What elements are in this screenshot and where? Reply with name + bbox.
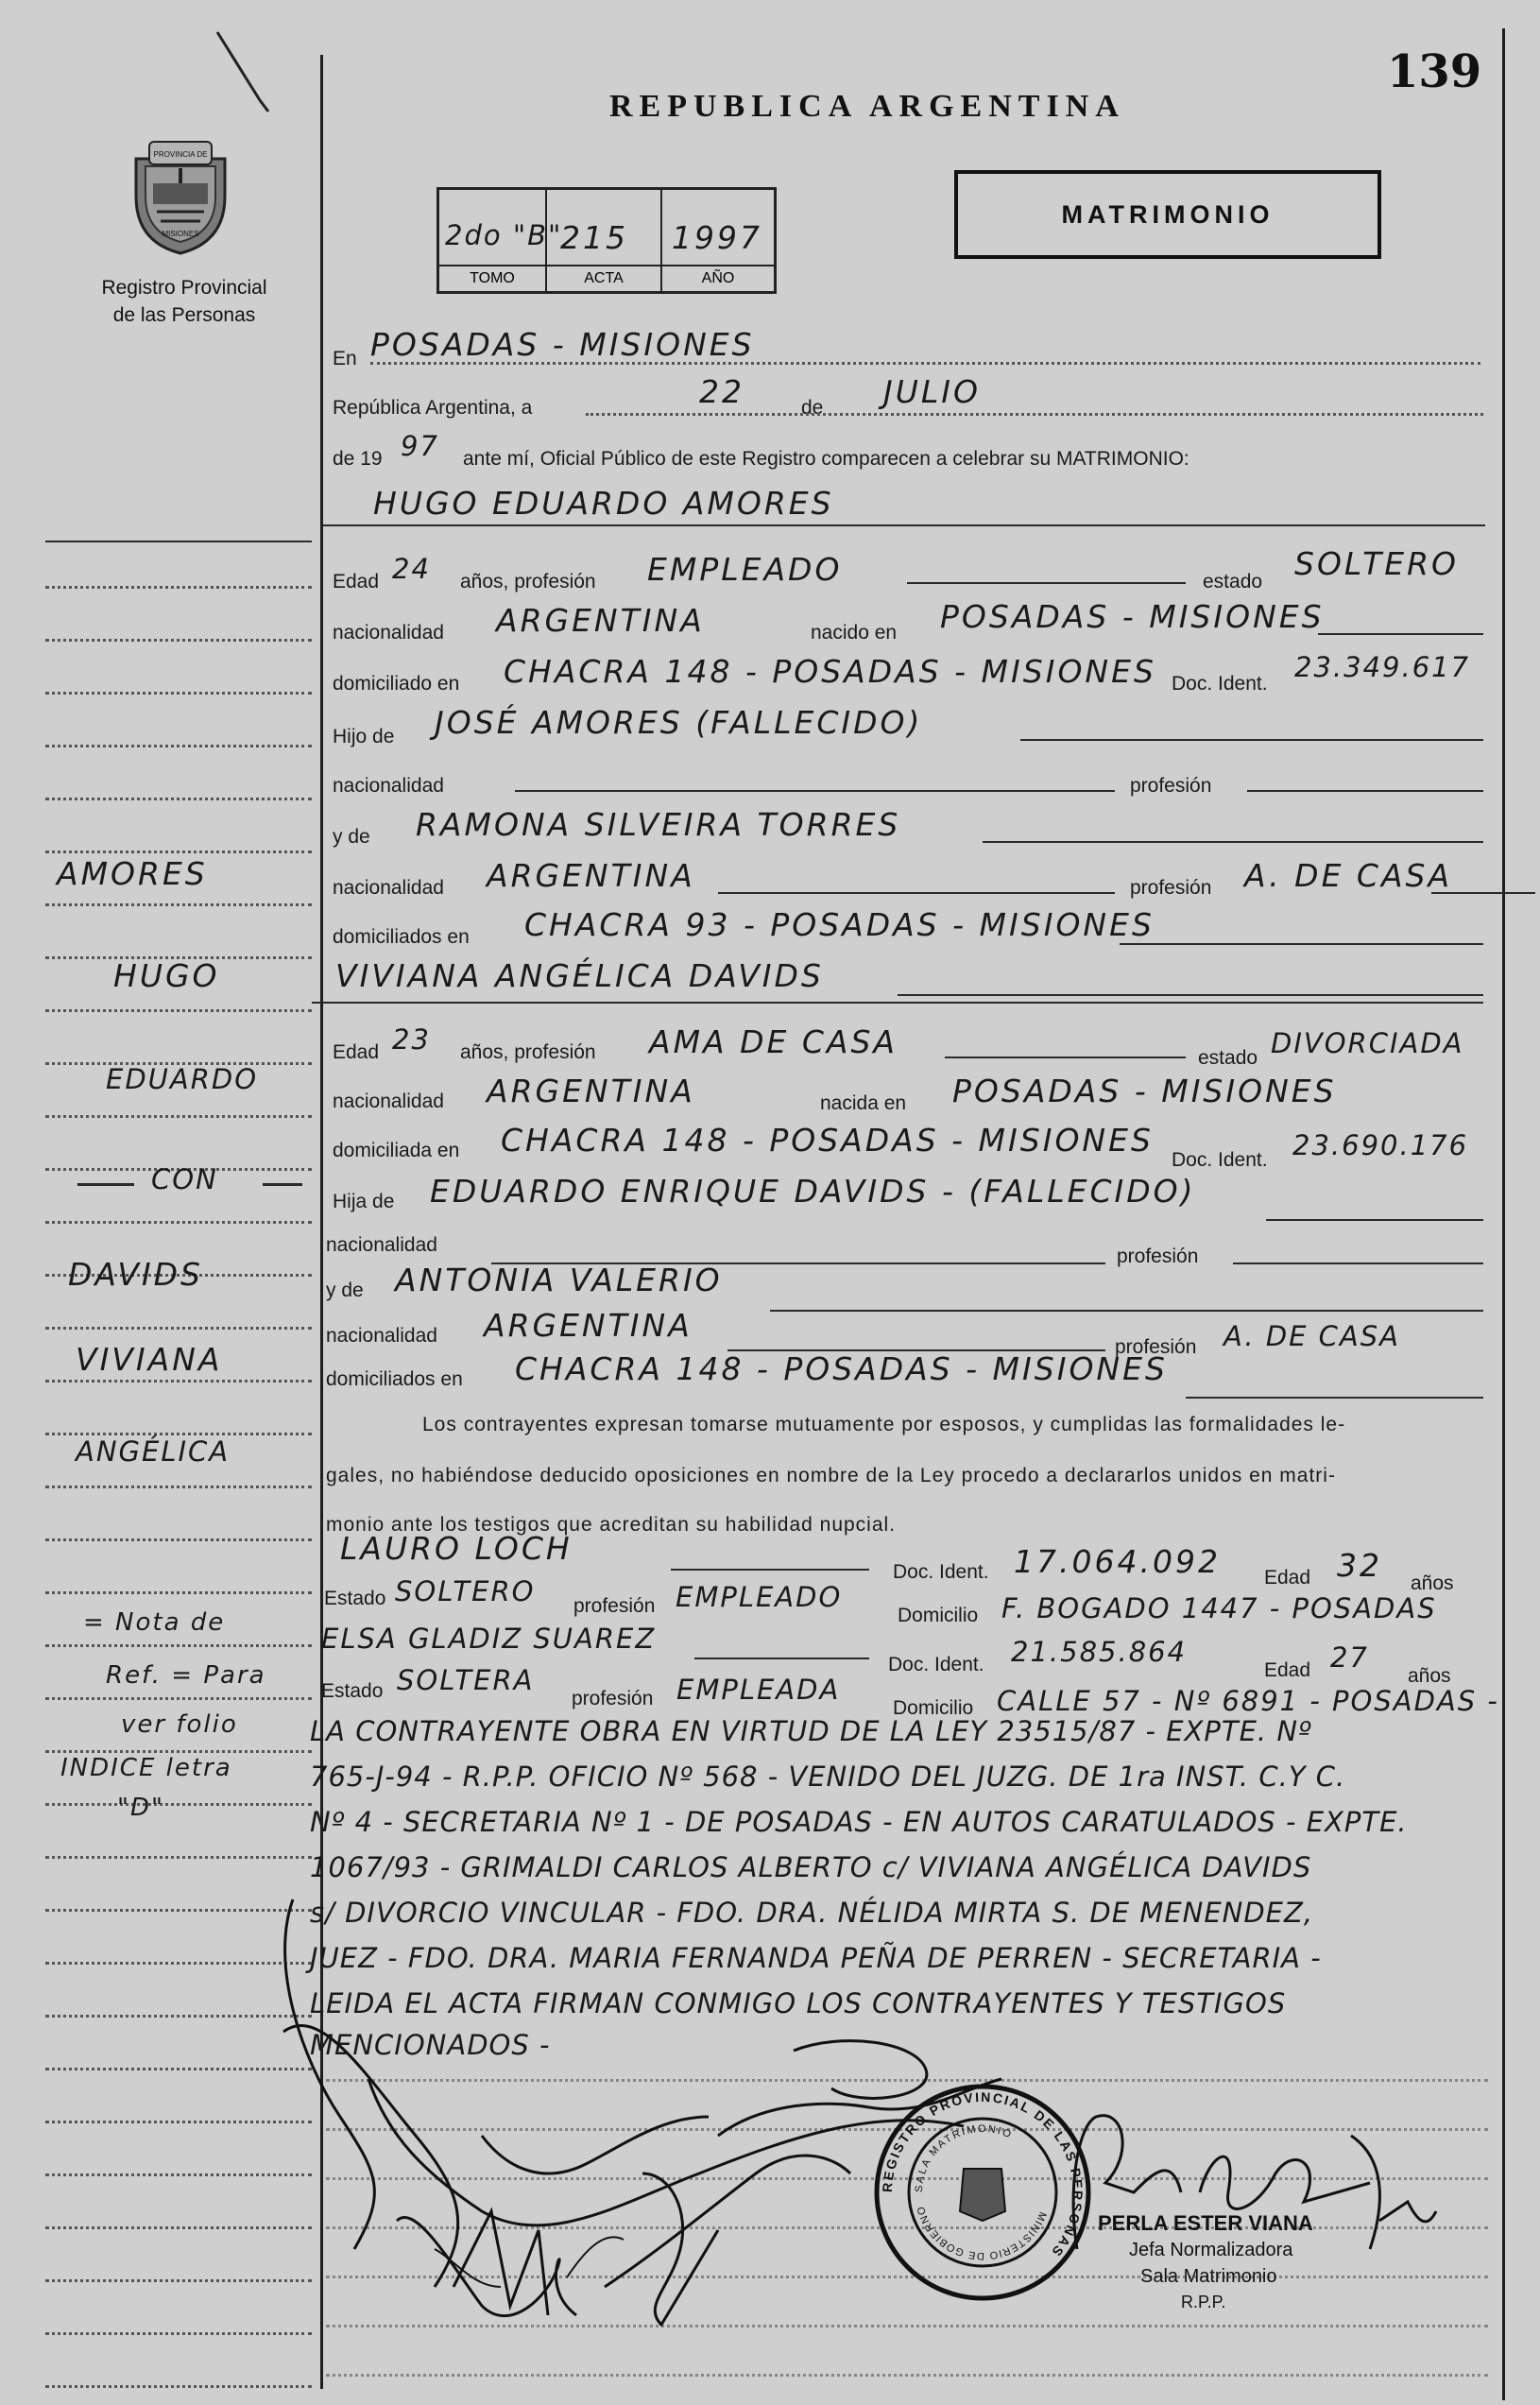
witness2-estado: SOLTERA xyxy=(397,1664,535,1696)
note-line: LEIDA EL ACTA FIRMAN CONMIGO LOS CONTRAYENTES Y TESTIGOS xyxy=(310,1987,1287,2019)
witness1-address: F. BOGADO 1447 - POSADAS xyxy=(1001,1592,1437,1624)
witness2-estado-label: Estado xyxy=(321,1680,384,1702)
date-label: República Argentina, a xyxy=(333,397,533,419)
groom-estado: SOLTERO xyxy=(1294,545,1459,582)
groom-parent-label: Hijo de xyxy=(333,726,395,747)
acta-value: 215 xyxy=(560,219,628,256)
groom-father: JOSÉ AMORES (FALLECIDO) xyxy=(435,704,923,741)
statement-line-3: monio ante los testigos que acreditan su habilidad nupcial. xyxy=(326,1514,897,1536)
margin-note-line: INDICE letra xyxy=(60,1754,232,1782)
rule-line xyxy=(1247,790,1483,792)
groom-doc: 23.349.617 xyxy=(1294,651,1471,683)
witness2-dom-label: Domicilio xyxy=(893,1697,974,1719)
bride-estado-label: estado xyxy=(1198,1047,1258,1069)
registry-seal-logo xyxy=(125,130,236,258)
registry-name xyxy=(57,274,312,329)
groom-doc-label: Doc. Ident. xyxy=(1172,673,1268,695)
bride-nat-label: nacionalidad xyxy=(333,1091,444,1112)
groom-prof-label: años, profesión xyxy=(460,571,596,593)
bride-yde-label: y de xyxy=(326,1280,364,1301)
note-line: LA CONTRAYENTE OBRA EN VIRTUD DE LA LEY 23515/87 - EXPTE. Nº xyxy=(310,1715,1312,1747)
margin-ruled-line xyxy=(45,1644,312,1647)
date-de-label: de xyxy=(801,397,824,419)
witness2-age: 27 xyxy=(1330,1641,1369,1674)
margin-ruled-line xyxy=(45,1486,312,1488)
note-line: s/ DIVORCIO VINCULAR - FDO. DRA. NÉLIDA MIRTA S. DE MENENDEZ, xyxy=(310,1897,1314,1929)
ano-label: AÑO xyxy=(662,265,774,291)
margin-ruled-line xyxy=(45,798,312,800)
margin-ruled-line xyxy=(45,2385,312,2388)
bride-address: CHACRA 148 - POSADAS - MISIONES xyxy=(501,1122,1154,1159)
groom-father-nat-label: nacionalidad xyxy=(333,775,444,797)
corner-mark-icon xyxy=(208,26,274,116)
official-title: Jefa Normalizadora xyxy=(1129,2240,1293,2260)
witness2-age-label: Edad xyxy=(1264,1659,1311,1681)
groom-mother-nat-label: nacionalidad xyxy=(333,877,444,899)
act-type-box: MATRIMONIO xyxy=(954,170,1381,259)
margin-name: EDUARDO xyxy=(106,1063,259,1095)
bride-mother-nationality: ARGENTINA xyxy=(484,1307,693,1344)
witness1-prof-label: profesión xyxy=(573,1595,656,1617)
margin-ruled-line xyxy=(45,1009,312,1012)
margin-ruled-line xyxy=(45,745,312,747)
margin-note-line: = Nota de xyxy=(83,1608,226,1637)
rule-line xyxy=(1186,1397,1483,1399)
registry-stamp xyxy=(869,2079,1096,2306)
witness2-name: ELSA GLADIZ SUAREZ xyxy=(321,1623,657,1655)
dotted-line xyxy=(586,413,1483,416)
groom-estado-label: estado xyxy=(1203,571,1263,593)
day-value: 22 xyxy=(699,373,744,410)
place-label: En xyxy=(333,348,357,369)
rule-line xyxy=(515,790,1115,792)
margin-note-line: ver folio xyxy=(121,1710,238,1739)
bride-profession: AMA DE CASA xyxy=(649,1023,898,1060)
month-value: JULIO xyxy=(883,373,981,410)
groom-mother-prof-label: profesión xyxy=(1130,877,1212,899)
groom-dom-label: domiciliado en xyxy=(333,673,460,695)
note-line: MENCIONADOS - xyxy=(310,2029,551,2061)
note-line: 765-J-94 - R.P.P. OFICIO Nº 568 - VENIDO DEL JUZG. DE 1ra INST. C.Y C. xyxy=(310,1761,1346,1793)
margin-name: ANGÉLICA xyxy=(76,1435,231,1468)
registry-name-line2: de las Personas xyxy=(112,304,256,326)
rule-line xyxy=(323,524,1485,526)
bride-mother: ANTONIA VALERIO xyxy=(395,1262,723,1298)
witness2-doc-label: Doc. Ident. xyxy=(888,1654,984,1675)
groom-mother-profession: A. DE CASA xyxy=(1244,857,1453,894)
tomo-value: 2do "B" xyxy=(445,219,563,251)
rule-line xyxy=(770,1310,1483,1312)
bride-parent-label: Hija de xyxy=(333,1191,395,1212)
margin-note-line: "D" xyxy=(117,1794,164,1822)
bride-birthplace: POSADAS - MISIONES xyxy=(952,1073,1337,1109)
groom-mother-nationality: ARGENTINA xyxy=(487,857,695,894)
official-title: R.P.P. xyxy=(1181,2293,1226,2311)
bride-father: EDUARDO ENRIQUE DAVIDS - (FALLECIDO) xyxy=(430,1173,1196,1210)
margin-ruled-line xyxy=(45,1750,312,1753)
rule-line xyxy=(898,994,1483,996)
registry-name-line1: Registro Provincial xyxy=(101,277,267,299)
tomo-label: TOMO xyxy=(439,265,545,291)
bride-doc: 23.690.176 xyxy=(1292,1129,1469,1161)
rule-line xyxy=(671,1569,869,1571)
witness1-doc: 17.064.092 xyxy=(1014,1543,1221,1580)
appearance-sentence: ante mí, Oficial Público de este Registro comparecen a celebrar su MATRIMONIO: xyxy=(463,448,1189,470)
margin-ruled-line xyxy=(45,1380,312,1383)
witness2-profession: EMPLEADA xyxy=(676,1674,841,1706)
bride-mother-nat-label: nacionalidad xyxy=(326,1325,437,1347)
margin-ruled-line xyxy=(45,903,312,906)
witness1-estado-label: Estado xyxy=(324,1588,386,1609)
bride-age-label: Edad xyxy=(333,1041,380,1063)
page-number: 139 xyxy=(1387,45,1482,98)
witness1-age-label: Edad xyxy=(1264,1567,1311,1589)
dotted-line xyxy=(370,362,1480,365)
groom-name: HUGO EDUARDO AMORES xyxy=(373,485,834,522)
right-border-line xyxy=(1502,28,1505,2400)
seal-bottom-text: MISIONES xyxy=(162,230,199,238)
rule-line xyxy=(263,1183,302,1186)
witness1-dom-label: Domicilio xyxy=(898,1605,979,1626)
witness1-anos-label: años xyxy=(1411,1572,1454,1594)
ano-value: 1997 xyxy=(672,219,762,256)
margin-name: AMORES xyxy=(57,855,208,892)
bride-prof-label: años, profesión xyxy=(460,1041,596,1063)
groom-parents-dom-label: domiciliados en xyxy=(333,926,470,948)
stamp-inner-bottom-text: MINISTERIO DE GOBIERNO xyxy=(915,2204,1049,2262)
bride-parents-dom-label: domiciliados en xyxy=(326,1368,463,1390)
note-line: JUEZ - FDO. DRA. MARIA FERNANDA PEÑA DE PERREN - SECRETARIA - xyxy=(310,1942,1322,1974)
margin-ruled-line xyxy=(45,1856,312,1859)
groom-nat-label: nacionalidad xyxy=(333,622,444,644)
rule-line xyxy=(77,1183,134,1186)
margin-name: DAVIDS xyxy=(68,1256,204,1293)
bride-mother-prof-label: profesión xyxy=(1115,1336,1197,1358)
margin-ruled-line xyxy=(45,850,312,853)
bride-mother-profession: A. DE CASA xyxy=(1223,1320,1401,1352)
rule-line xyxy=(907,582,1186,584)
margin-ruled-line xyxy=(45,639,312,642)
groom-mother: RAMONA SILVEIRA TORRES xyxy=(416,806,901,843)
groom-nationality: ARGENTINA xyxy=(496,602,705,639)
seal-top-text: PROVINCIA DE xyxy=(153,150,208,159)
official-name: PERLA ESTER VIANA xyxy=(1098,2211,1313,2235)
groom-age-label: Edad xyxy=(333,571,380,593)
place-value: POSADAS - MISIONES xyxy=(370,326,755,363)
acta-cell xyxy=(547,190,662,291)
margin-name: VIVIANA xyxy=(76,1341,223,1378)
margin-ruled-line xyxy=(45,692,312,695)
margin-ruled-line xyxy=(45,1591,312,1594)
bride-doc-label: Doc. Ident. xyxy=(1172,1149,1268,1171)
margin-note-line: Ref. = Para xyxy=(106,1661,266,1690)
rule-line xyxy=(1266,1219,1483,1221)
margin-ruled-line xyxy=(45,1803,312,1806)
stamp-inner-top-text: SALA MATRIMONIO xyxy=(913,2122,1015,2193)
witness2-prof-label: profesión xyxy=(572,1688,654,1709)
bride-name: VIVIANA ANGÉLICA DAVIDS xyxy=(335,957,824,994)
rule-line xyxy=(694,1658,869,1659)
rule-line xyxy=(1020,739,1483,741)
witness2-doc: 21.585.864 xyxy=(1011,1636,1188,1668)
rule-line xyxy=(983,841,1483,843)
witness1-name: LAURO LOCH xyxy=(340,1530,573,1567)
year-prefix-label: de 19 xyxy=(333,448,383,470)
margin-rule-line xyxy=(45,541,312,542)
rule-line xyxy=(945,1056,1186,1058)
groom-father-prof-label: profesión xyxy=(1130,775,1212,797)
rule-line xyxy=(1431,892,1535,894)
witness1-estado: SOLTERO xyxy=(395,1575,536,1607)
margin-ruled-line xyxy=(45,586,312,589)
groom-born-label: nacido en xyxy=(811,622,898,644)
official-title: Sala Matrimonio xyxy=(1140,2266,1277,2287)
record-box xyxy=(436,187,777,294)
groom-age: 24 xyxy=(392,553,431,585)
margin-ruled-line xyxy=(45,1221,312,1224)
margin-ruled-line xyxy=(45,1327,312,1330)
bride-estado: DIVORCIADA xyxy=(1271,1027,1464,1059)
witness1-profession: EMPLEADO xyxy=(676,1581,843,1613)
margin-name: HUGO xyxy=(113,957,220,994)
tomo-cell xyxy=(439,190,563,291)
bride-nationality: ARGENTINA xyxy=(487,1073,695,1109)
witness2-address: CALLE 57 - Nº 6891 - POSADAS - xyxy=(997,1685,1499,1717)
page-title: REPUBLICA ARGENTINA xyxy=(609,89,1125,124)
rule-line xyxy=(1318,633,1483,635)
bride-born-label: nacida en xyxy=(820,1092,907,1114)
rule-line xyxy=(1233,1263,1483,1264)
bride-parents-address: CHACRA 148 - POSADAS - MISIONES xyxy=(515,1350,1168,1387)
groom-profession: EMPLEADO xyxy=(647,551,843,588)
groom-yde-label: y de xyxy=(333,826,370,848)
margin-ruled-line xyxy=(45,1115,312,1118)
bride-dom-label: domiciliada en xyxy=(333,1140,460,1161)
margin-ruled-line xyxy=(45,1538,312,1541)
groom-parents-address: CHACRA 93 - POSADAS - MISIONES xyxy=(524,906,1155,943)
bride-father-prof-label: profesión xyxy=(1117,1245,1199,1267)
statement-line-2: gales, no habiéndose deducido oposiciones en nombre de la Ley procedo a declararlos unidos en matri- xyxy=(326,1465,1336,1486)
witness2-anos-label: años xyxy=(1408,1665,1451,1687)
note-line: 1067/93 - GRIMALDI CARLOS ALBERTO c/ VIVIANA ANGÉLICA DAVIDS xyxy=(310,1851,1312,1883)
margin-ruled-line xyxy=(45,1697,312,1700)
note-line: Nº 4 - SECRETARIA Nº 1 - DE POSADAS - EN AUTOS CARATULADOS - EXPTE. xyxy=(310,1806,1408,1838)
body-ruled-line xyxy=(326,2374,1488,2377)
groom-birthplace: POSADAS - MISIONES xyxy=(940,598,1325,635)
groom-address: CHACRA 148 - POSADAS - MISIONES xyxy=(504,653,1156,690)
rule-line xyxy=(1120,943,1483,945)
statement-line-1: Los contrayentes expresan tomarse mutuamente por esposos, y cumplidas las formalidades le- xyxy=(422,1414,1346,1435)
stamp-outer-text: REGISTRO PROVINCIAL DE LAS PERSONAS xyxy=(879,2088,1087,2261)
witness1-doc-label: Doc. Ident. xyxy=(893,1561,989,1583)
margin-name: CON xyxy=(151,1163,218,1195)
ano-cell xyxy=(662,190,774,291)
bride-father-nat-label: nacionalidad xyxy=(326,1234,437,1256)
acta-label: ACTA xyxy=(547,265,660,291)
witness1-age: 32 xyxy=(1337,1547,1382,1584)
bride-age: 23 xyxy=(392,1023,431,1056)
year-value: 97 xyxy=(401,430,439,462)
section-divider xyxy=(312,1002,1483,1004)
rule-line xyxy=(718,892,1115,894)
